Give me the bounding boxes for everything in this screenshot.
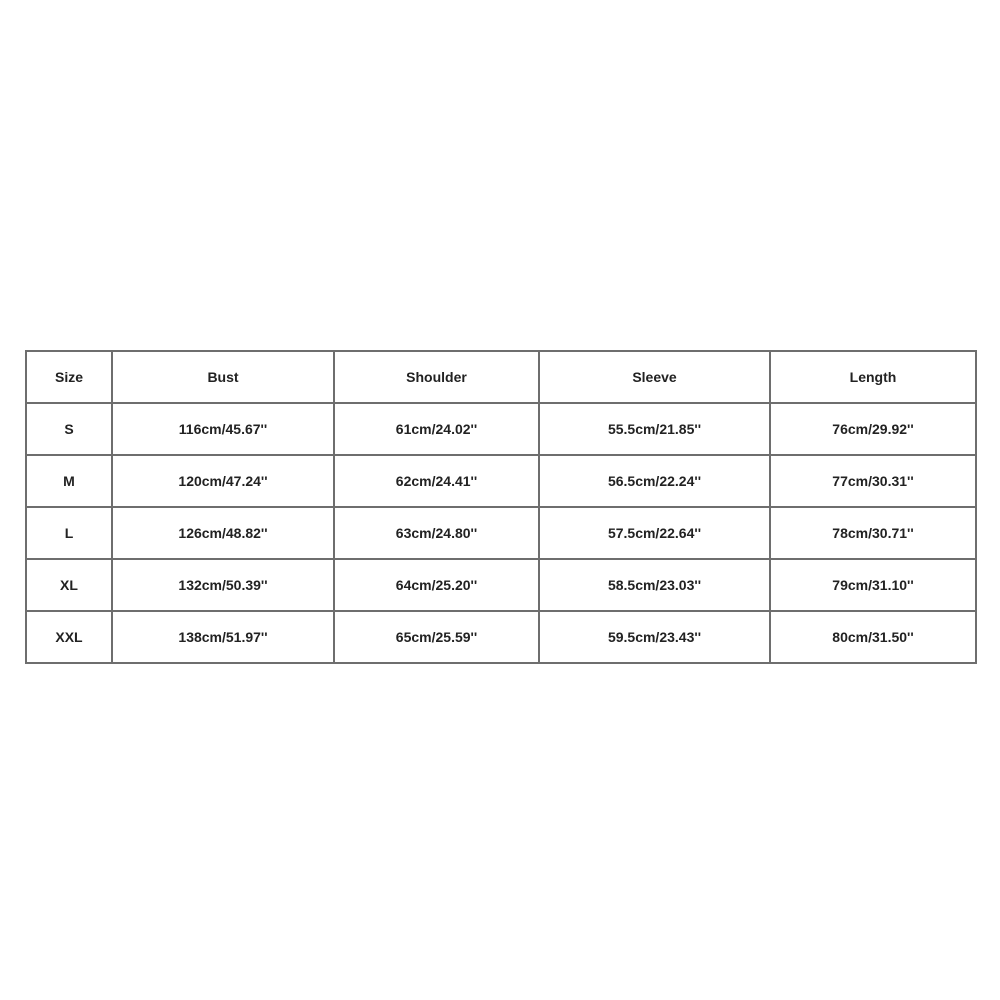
header-sleeve: Sleeve — [539, 351, 770, 403]
cell-length: 80cm/31.50'' — [770, 611, 976, 663]
cell-shoulder: 65cm/25.59'' — [334, 611, 539, 663]
header-length: Length — [770, 351, 976, 403]
cell-size: S — [26, 403, 112, 455]
cell-length: 76cm/29.92'' — [770, 403, 976, 455]
table-row — [26, 611, 976, 663]
table-row — [26, 455, 976, 507]
cell-sleeve: 58.5cm/23.03'' — [539, 559, 770, 611]
header-size: Size — [26, 351, 112, 403]
cell-bust: 116cm/45.67'' — [112, 403, 334, 455]
cell-bust: 132cm/50.39'' — [112, 559, 334, 611]
size-chart-table — [25, 350, 977, 664]
header-shoulder: Shoulder — [334, 351, 539, 403]
cell-size: XL — [26, 559, 112, 611]
header-bust: Bust — [112, 351, 334, 403]
cell-sleeve: 57.5cm/22.64'' — [539, 507, 770, 559]
cell-sleeve: 56.5cm/22.24'' — [539, 455, 770, 507]
cell-shoulder: 61cm/24.02'' — [334, 403, 539, 455]
header-row — [26, 351, 976, 403]
table-row — [26, 559, 976, 611]
cell-shoulder: 63cm/24.80'' — [334, 507, 539, 559]
cell-length: 78cm/30.71'' — [770, 507, 976, 559]
cell-length: 79cm/31.10'' — [770, 559, 976, 611]
table-row — [26, 507, 976, 559]
cell-shoulder: 64cm/25.20'' — [334, 559, 539, 611]
cell-size: XXL — [26, 611, 112, 663]
cell-shoulder: 62cm/24.41'' — [334, 455, 539, 507]
cell-length: 77cm/30.31'' — [770, 455, 976, 507]
cell-size: M — [26, 455, 112, 507]
cell-bust: 126cm/48.82'' — [112, 507, 334, 559]
cell-sleeve: 55.5cm/21.85'' — [539, 403, 770, 455]
cell-bust: 120cm/47.24'' — [112, 455, 334, 507]
cell-bust: 138cm/51.97'' — [112, 611, 334, 663]
cell-size: L — [26, 507, 112, 559]
table-row — [26, 403, 976, 455]
cell-sleeve: 59.5cm/23.43'' — [539, 611, 770, 663]
